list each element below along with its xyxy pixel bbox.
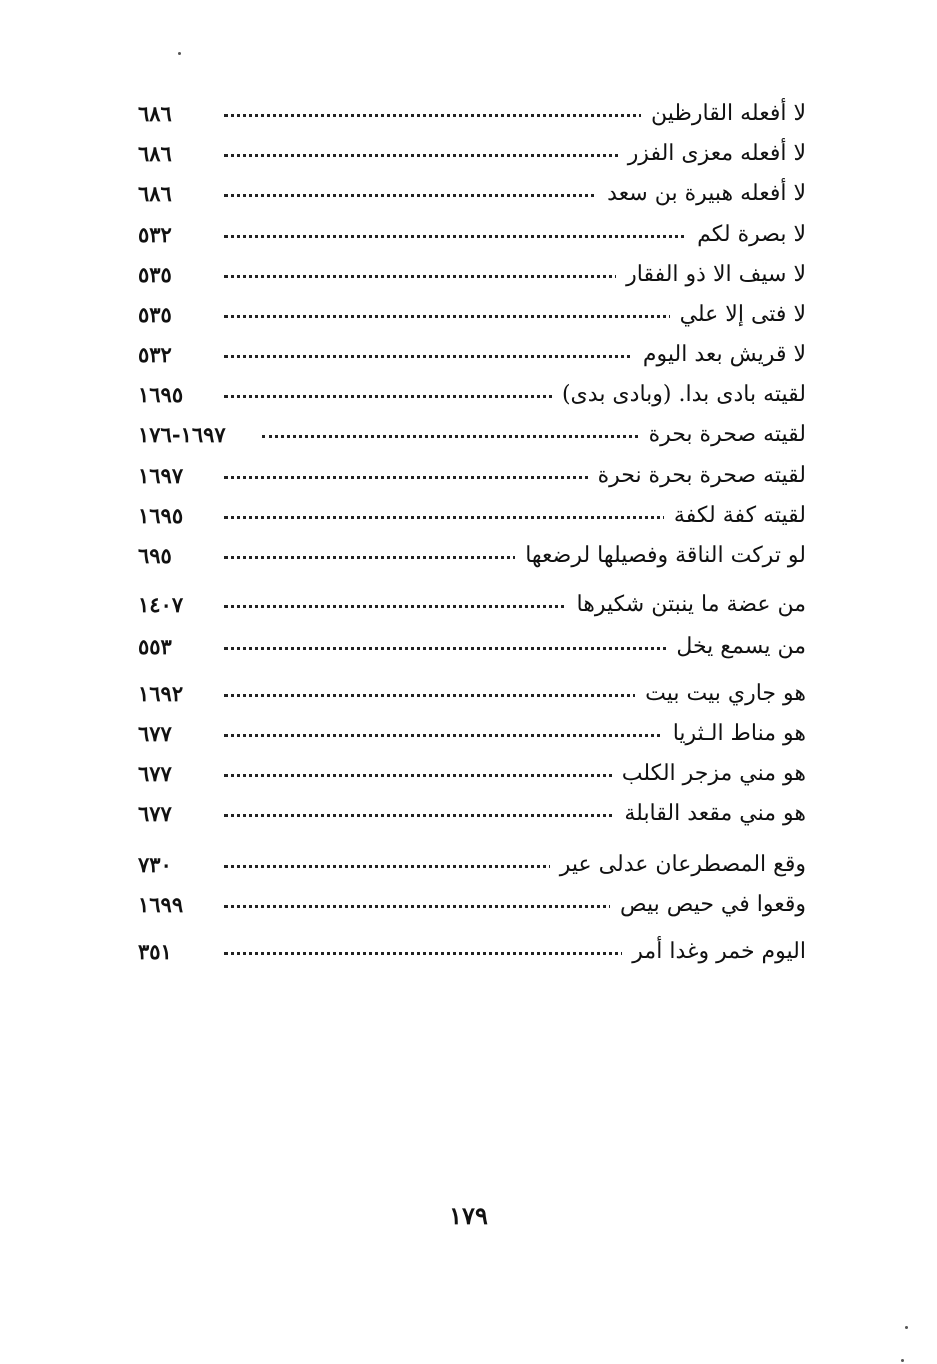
entry-page-ref: ٥٣٢ <box>138 217 180 253</box>
entry-page-ref: ٥٣٥ <box>138 257 180 293</box>
index-entry <box>138 458 806 494</box>
index-entry <box>138 629 806 665</box>
entry-text: وقع المصطرعان عدلى عير <box>550 847 806 883</box>
index-entry <box>138 217 806 253</box>
entry-page-ref: ٦٩٥ <box>138 538 180 574</box>
entry-page-ref: ٦٨٦ <box>138 96 180 132</box>
entry-page-ref: ١٦٩٥ <box>138 498 191 534</box>
entry-text: لا قريش بعد اليوم <box>633 337 806 373</box>
entry-text: هو مناط الـثريا <box>663 716 806 752</box>
entry-page-ref: ١٦٩٢ <box>138 676 191 712</box>
entry-page-ref: ٥٣٢ <box>138 337 180 373</box>
index-entry <box>138 297 806 333</box>
index-entry <box>138 337 806 373</box>
index-entry <box>138 847 806 883</box>
entry-page-ref: ١٦٩٥ <box>138 377 191 413</box>
entry-page-ref: ١٦٩٩ <box>138 887 191 923</box>
page-speck <box>178 52 181 55</box>
entry-text: وقعوا في حيص بيص <box>610 887 806 923</box>
index-entry <box>138 796 806 832</box>
entry-text: لا فتى إلا علي <box>670 297 806 333</box>
entry-page-ref: ٦٨٦ <box>138 136 180 172</box>
entry-text: لقيته صحرة بحرة <box>639 417 806 453</box>
entry-page-ref: ٦٨٦ <box>138 176 180 212</box>
entry-text: اليوم خمر وغدا أمر <box>622 934 806 970</box>
index-entry <box>138 377 806 413</box>
page-speck <box>905 1326 908 1329</box>
entry-page-ref: ٣٥١ <box>138 934 180 970</box>
entry-text: لو تركت الناقة وفصيلها لرضعها <box>515 538 806 574</box>
entry-text: من عضة ما ينبتن شكيرها <box>567 587 806 623</box>
entry-page-ref: ٥٥٣ <box>138 629 180 665</box>
index-entry <box>138 257 806 293</box>
index-entry <box>138 716 806 752</box>
index-entry <box>138 176 806 212</box>
page-number: ١٧٩ <box>449 1201 488 1230</box>
index-entry <box>138 417 806 453</box>
entry-text: لا سيف الا ذو الفقار <box>616 257 806 293</box>
entry-page-ref: ١٦٩٧-١٧٦ <box>138 417 234 453</box>
entry-text: لقيته صحرة بحرة نحرة <box>588 458 806 494</box>
index-entry <box>138 498 806 534</box>
entry-text: لقيته كفة لكفة <box>664 498 806 534</box>
entry-page-ref: ١٦٩٧ <box>138 458 191 494</box>
index-entry <box>138 934 806 970</box>
entry-text: لا أفعله القارظين <box>641 96 806 132</box>
entry-text: هو جاري بيت بيت <box>635 676 806 712</box>
entry-text: هو مني مزجر الكلب <box>612 756 806 792</box>
entry-text: لا بصرة لكم <box>687 217 806 253</box>
index-entry <box>138 756 806 792</box>
entry-page-ref: ٦٧٧ <box>138 756 180 792</box>
entry-page-ref: ٥٣٥ <box>138 297 180 333</box>
entry-page-ref: ٦٧٧ <box>138 716 180 752</box>
index-entry <box>138 136 806 172</box>
index-entry <box>138 538 806 574</box>
entry-text: لا أفعله معزى الفزر <box>618 136 806 172</box>
entry-page-ref: ١٤٠٧ <box>138 587 191 623</box>
entry-text: من يسمع يخل <box>666 629 806 665</box>
entry-text: هو مني مقعد القابلة <box>614 796 806 832</box>
index-entry <box>138 887 806 923</box>
entry-text: لقيته بادى بدا. (وبادى بدى) <box>552 377 806 413</box>
index-entry <box>138 587 806 623</box>
entry-page-ref: ٧٣٠ <box>138 847 180 883</box>
entry-text: لا أفعله هبيرة بن سعد <box>597 176 806 212</box>
page-speck <box>901 1359 904 1362</box>
entry-page-ref: ٦٧٧ <box>138 796 180 832</box>
index-entry <box>138 676 806 712</box>
index-entry <box>138 96 806 132</box>
